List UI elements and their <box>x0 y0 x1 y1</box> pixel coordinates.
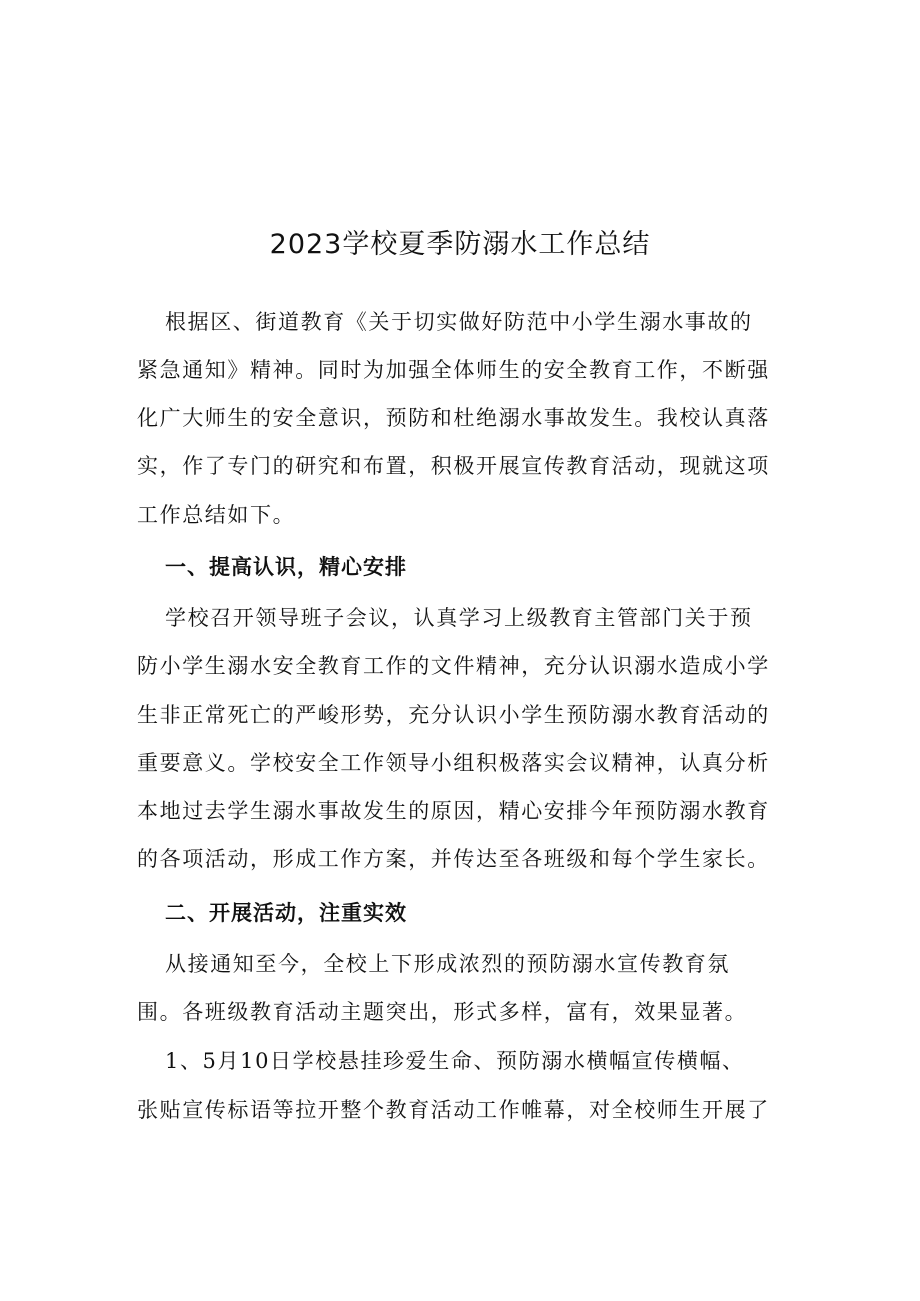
paragraph-line: 的各项活动，形成工作方案，并传达至各班级和每个学生家长。 <box>137 847 770 871</box>
paragraph-line: 紧急通知》精神。同时为加强全体师生的安全教育工作，不断强 <box>137 358 770 382</box>
paragraph-line: 实，作了专门的研究和布置，积极开展宣传教育活动，现就这项 <box>137 454 770 478</box>
paragraph-line: 本地过去学生溺水事故发生的原因，精心安排今年预防溺水教育 <box>137 799 770 823</box>
paragraph-line: 1、5月10日学校悬挂珍爱生命、预防溺水横幅宣传横幅、 <box>165 1049 745 1073</box>
section-heading-2: 二、开展活动，注重实效 <box>165 901 407 925</box>
document-title: 2023学校夏季防溺水工作总结 <box>269 229 651 260</box>
paragraph-line: 重要意义。学校安全工作领导小组积极落实会议精神，认真分析 <box>137 751 770 775</box>
paragraph-line: 从接通知至今，全校上下形成浓烈的预防溺水宣传教育氛 <box>165 952 730 976</box>
paragraph-line: 生非正常死亡的严峻形势，充分认识小学生预防溺水教育活动的 <box>137 703 770 727</box>
paragraph-line: 防小学生溺水安全教育工作的文件精神，充分认识溺水造成小学 <box>137 654 770 678</box>
section-heading-1: 一、提高认识，精心安排 <box>165 555 407 579</box>
paragraph-line: 学校召开领导班子会议，认真学习上级教育主管部门关于预 <box>165 606 753 630</box>
paragraph-line: 张贴宣传标语等拉开整个教育活动工作帷幕，对全校师生开展了 <box>137 1098 770 1122</box>
paragraph-line: 围。各班级教育活动主题突出，形式多样，富有，效果显著。 <box>137 1000 748 1024</box>
paragraph-line: 化广大师生的安全意识，预防和杜绝溺水事故发生。我校认真落 <box>137 406 770 430</box>
paragraph-line: 工作总结如下。 <box>137 503 296 527</box>
paragraph-line: 根据区、街道教育《关于切实做好防范中小学生溺水事故的 <box>165 310 753 334</box>
